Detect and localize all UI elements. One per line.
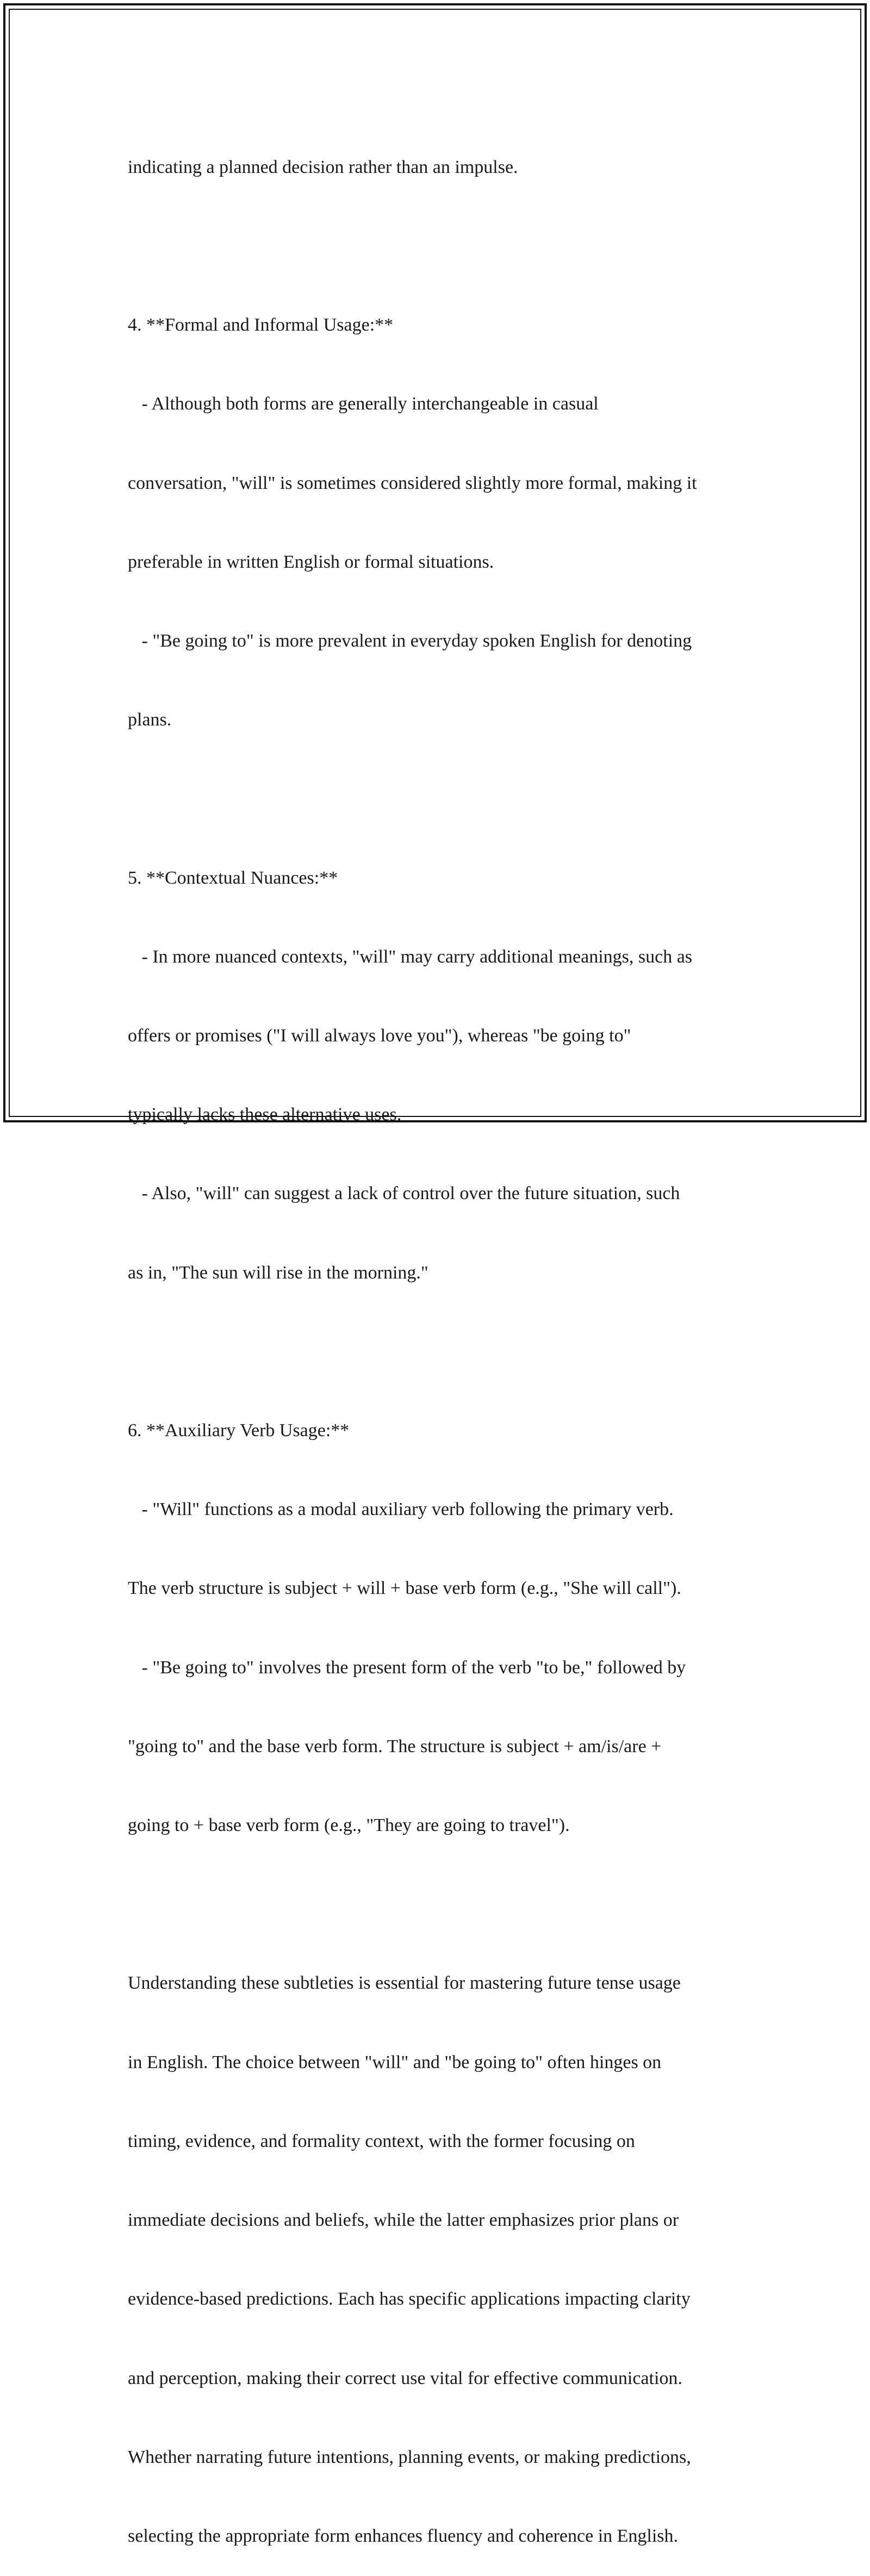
text-line: "going to" and the base verb form. The structure is subject + am/is/are + [128,1736,662,1756]
text-line: as in, "The sun will rise in the morning." [128,1262,428,1283]
text-line: typically lacks these alternative uses. [128,1104,402,1125]
text-line: and perception, making their correct use vital for effective communication. [128,2368,682,2388]
document-body [128,102,748,2576]
text-line: conversation, "will" is sometimes considered slightly more formal, making it [128,473,697,493]
blank-line [128,1891,748,1917]
text-line: in English. The choice between "will" and "be going to" often hinges on [128,2052,662,2072]
text-line: going to + base verb form (e.g., "They are going to travel"). [128,1815,570,1836]
text-line: - Also, "will" can suggest a lack of control over the future situation, such [128,1183,680,1204]
text-line: - "Be going to" is more prevalent in everyday spoken English for denoting [128,631,692,651]
text-line: preferable in written English or formal situations. [128,551,494,572]
section-heading: 6. **Auxiliary Verb Usage:** [128,1420,350,1441]
blank-line [128,1339,748,1365]
section-heading: 4. **Formal and Informal Usage:** [128,315,394,336]
text-line: offers or promises ("I will always love you"), whereas "be going to" [128,1026,631,1046]
text-line: Whether narrating future intentions, planning events, or making predictions, [128,2447,691,2467]
text-line: - In more nuanced contexts, "will" may carry additional meanings, such as [128,946,693,967]
text-line: Understanding these subtleties is essential for mastering future tense usage [128,1973,681,1994]
text-line: selecting the appropriate form enhances fluency and coherence in English. [128,2525,679,2546]
text-line: immediate decisions and beliefs, while the latter emphasizes prior plans or [128,2210,679,2231]
text-line: indicating a planned decision rather than an impulse. [128,157,518,177]
blank-line [128,786,748,812]
text-line: - "Will" functions as a modal auxiliary verb following the primary verb. [128,1499,674,1520]
text-line: plans. [128,710,172,730]
text-line: - "Be going to" involves the present form of the verb "to be," followed by [128,1657,686,1678]
blank-line [128,233,748,259]
section-heading: 5. **Contextual Nuances:** [128,867,338,888]
text-line: - Although both forms are generally interchangeable in casual [128,394,599,414]
text-line: timing, evidence, and formality context, with the former focusing on [128,2131,635,2151]
text-line: The verb structure is subject + will + base verb form (e.g., "She will call"). [128,1578,681,1599]
text-line: evidence-based predictions. Each has specific applications impacting clarity [128,2289,691,2310]
